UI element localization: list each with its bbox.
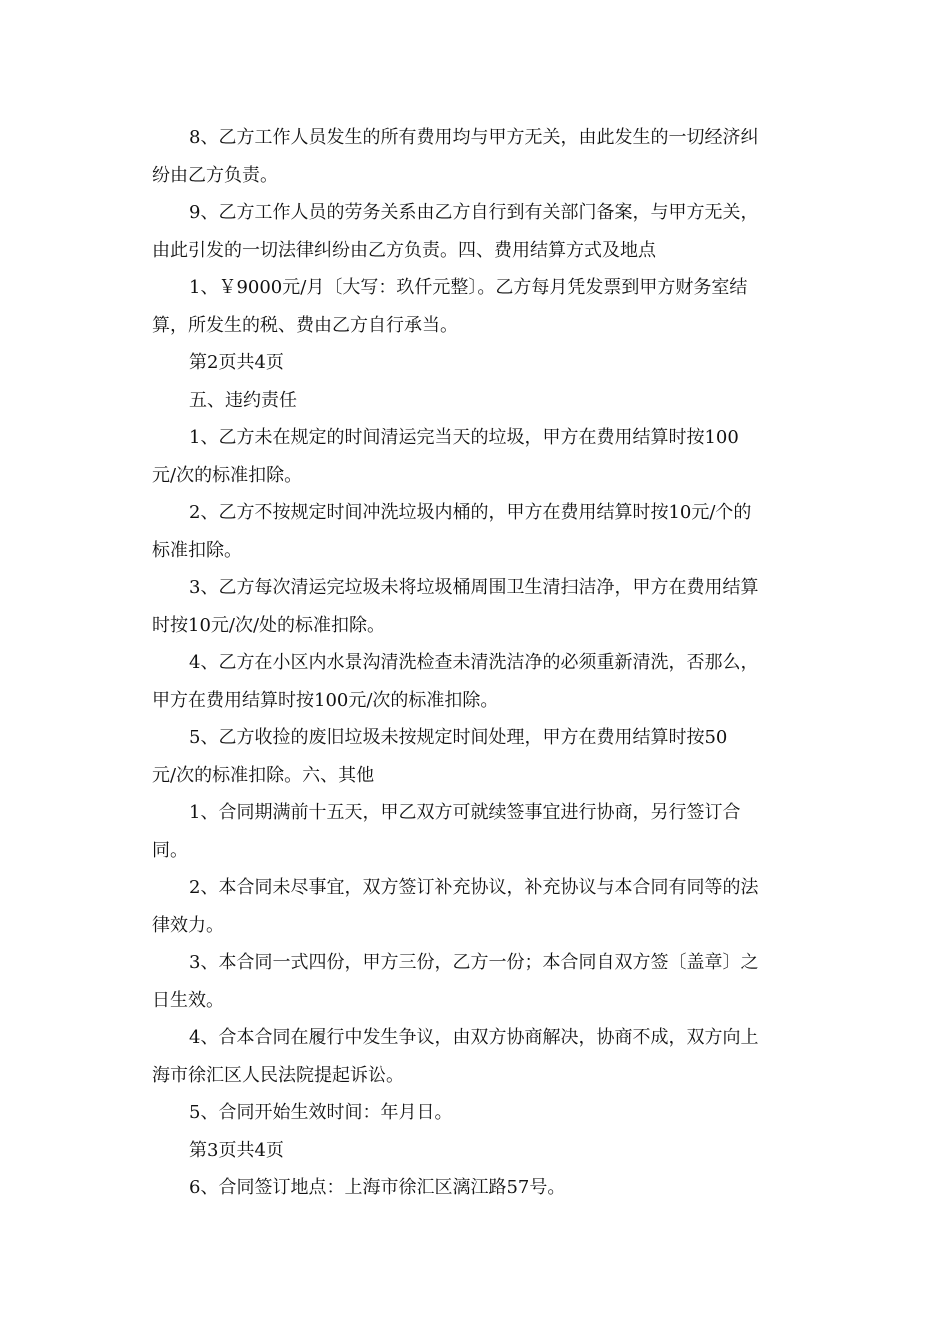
breach-clause-3 (152, 569, 798, 644)
other-clause-4 (152, 1019, 798, 1094)
clause-8-expenses (152, 119, 798, 194)
text-line: 6、合同签订地点：上海市徐汇区漓江路57号。 (189, 1177, 566, 1198)
text-line: 纷由乙方负责。 (152, 164, 278, 186)
text-line: 标准扣除。 (152, 539, 242, 561)
text-line: 3、乙方每次清运完垃圾未将垃圾桶周围卫生清扫洁净，甲方在费用结算 (189, 577, 759, 598)
text-line: 甲方在费用结算时按100元/次的标准扣除。 (152, 689, 499, 711)
other-clause-5 (152, 1094, 798, 1132)
text-line: 律效力。 (152, 914, 224, 936)
section-heading-breach (152, 382, 798, 420)
text-line: 8、乙方工作人员发生的所有费用均与甲方无关，由此发生的一切经济纠 (189, 127, 759, 148)
text-line: 1、乙方未在规定的时间清运完当天的垃圾，甲方在费用结算时按100 (189, 427, 739, 448)
breach-clause-4 (152, 644, 798, 719)
text-line: 同。 (152, 839, 188, 861)
text-line: 五、违约责任 (189, 389, 297, 411)
page-number-3 (152, 1132, 798, 1170)
text-line: 元/次的标准扣除。六、其他 (152, 764, 375, 786)
breach-clause-5 (152, 719, 798, 794)
page-number-2 (152, 344, 798, 382)
text-line: 5、乙方收捡的废旧垃圾未按规定时间处理，甲方在费用结算时按50 (189, 727, 728, 748)
breach-clause-1 (152, 419, 798, 494)
text-line: 元/次的标准扣除。 (152, 464, 303, 486)
other-clause-3 (152, 944, 798, 1019)
other-clause-1 (152, 794, 798, 869)
settlement-clause-1 (152, 269, 798, 344)
text-line: 2、本合同未尽事宜，双方签订补充协议，补充协议与本合同有同等的法 (189, 877, 759, 898)
text-line: 5、合同开始生效时间：年月日。 (189, 1102, 453, 1123)
text-line: 海市徐汇区人民法院提起诉讼。 (152, 1064, 404, 1086)
text-line: 2、乙方不按规定时间冲洗垃圾内桶的，甲方在费用结算时按10元/个的 (189, 502, 752, 523)
text-line: 3、本合同一式四份，甲方三份，乙方一份；本合同自双方签〔盖章〕之 (189, 952, 759, 973)
text-line: 4、合本合同在履行中发生争议，由双方协商解决，协商不成，双方向上 (189, 1027, 759, 1048)
text-line: 9、乙方工作人员的劳务关系由乙方自行到有关部门备案，与甲方无关， (189, 202, 759, 223)
text-line: 1、￥9000元/月〔大写：玖仟元整〕。乙方每月凭发票到甲方财务室结 (189, 277, 748, 298)
text-line: 由此引发的一切法律纠纷由乙方负责。四、费用结算方式及地点 (152, 239, 656, 261)
text-line: 第2页共4页 (189, 352, 284, 373)
text-line: 1、合同期满前十五天，甲乙双方可就续签事宜进行协商，另行签订合 (189, 802, 741, 823)
other-clause-2 (152, 869, 798, 944)
text-line: 日生效。 (152, 989, 224, 1011)
text-line: 时按10元/次/处的标准扣除。 (152, 614, 386, 636)
text-line: 第3页共4页 (189, 1139, 284, 1161)
breach-clause-2 (152, 494, 798, 569)
text-line: 4、乙方在小区内水景沟清洗检查未清洗洁净的必须重新清洗，否那么， (189, 652, 759, 673)
clause-9-labor-relations (152, 194, 798, 269)
document-body (152, 119, 798, 1207)
other-clause-6 (152, 1169, 798, 1207)
text-line: 算，所发生的税、费由乙方自行承当。 (152, 314, 458, 336)
